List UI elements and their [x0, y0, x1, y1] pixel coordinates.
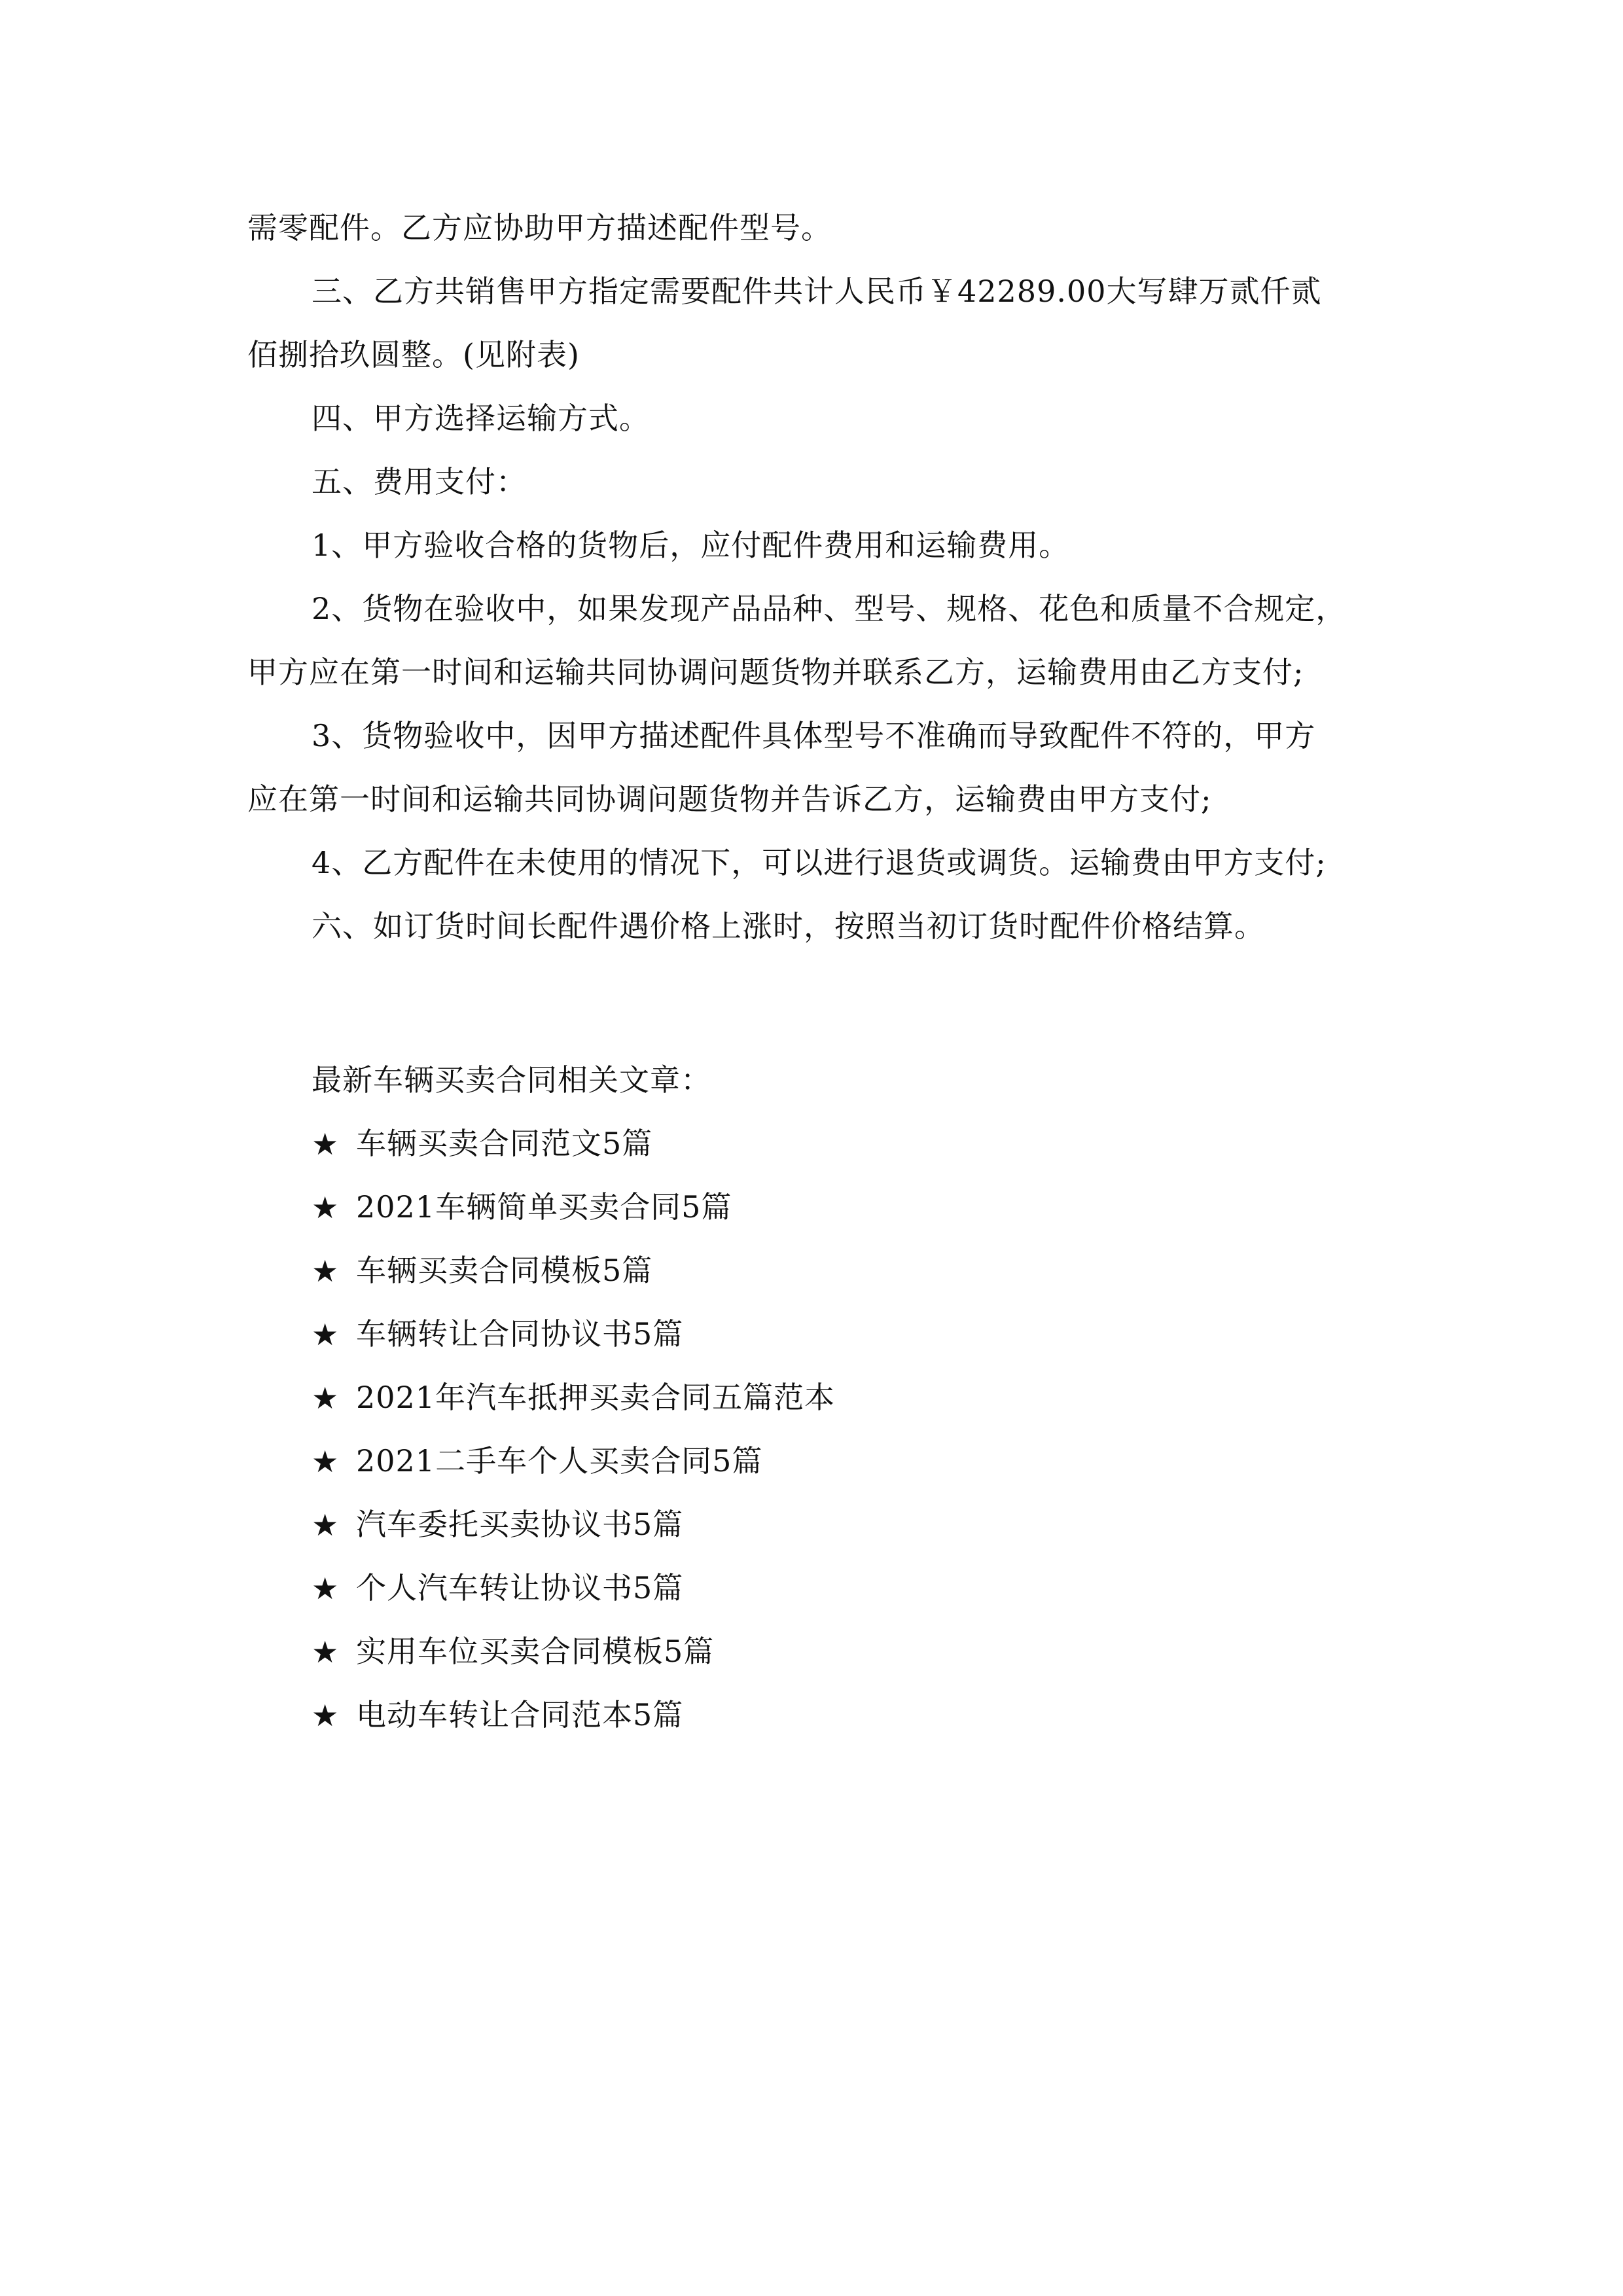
related-articles	[312, 1049, 1359, 1747]
related-article-link[interactable]: 车辆买卖合同模板5篇	[356, 1253, 653, 1288]
related-article-link[interactable]: 车辆买卖合同范文5篇	[356, 1126, 653, 1161]
related-article-link[interactable]: 个人汽车转让协议书5篇	[356, 1570, 684, 1605]
paragraph-line: 五、费用支付：	[312, 464, 527, 499]
paragraph-line: 六、如订货时间长配件遇价格上涨时，按照当初订货时配件价格结算。	[312, 908, 1265, 944]
related-article-item[interactable]	[312, 1366, 1359, 1429]
paragraph-line: 四、甲方选择运输方式。	[312, 401, 650, 436]
star-icon: ★	[312, 1126, 340, 1162]
related-article-item[interactable]	[312, 1493, 1359, 1556]
paragraph-line: 三、乙方共销售甲方指定需要配件共计人民币￥42289.00大写肆万贰仟贰	[312, 274, 1322, 309]
paragraph-line: 4、乙方配件在未使用的情况下，可以进行退货或调货。运输费由甲方支付;	[312, 845, 1327, 880]
related-article-link[interactable]: 电动车转让合同范本5篇	[356, 1697, 684, 1732]
paragraph-line: 甲方应在第一时间和运输共同协调问题货物并联系乙方，运输费用由乙方支付;	[247, 655, 1304, 690]
paragraph-line: 应在第一时间和运输共同协调问题货物并告诉乙方，运输费由甲方支付;	[247, 781, 1212, 817]
related-article-item[interactable]	[312, 1429, 1359, 1493]
star-icon: ★	[312, 1697, 340, 1733]
paragraph-line: 佰捌拾玖圆整。(见附表)	[247, 337, 580, 372]
related-article-item[interactable]	[312, 1556, 1359, 1620]
related-article-item[interactable]	[312, 1239, 1359, 1302]
related-article-link[interactable]: 汽车委托买卖协议书5篇	[356, 1507, 684, 1542]
related-article-item[interactable]	[312, 1620, 1359, 1683]
star-icon: ★	[312, 1253, 340, 1289]
star-icon: ★	[312, 1189, 340, 1225]
related-articles-title: 最新车辆买卖合同相关文章：	[312, 1062, 711, 1098]
related-article-item[interactable]	[312, 1683, 1359, 1747]
paragraph-line: 1、甲方验收合格的货物后，应付配件费用和运输费用。	[312, 528, 1070, 563]
contract-body	[247, 196, 1400, 958]
related-articles-list	[312, 1112, 1359, 1747]
related-article-link[interactable]: 2021二手车个人买卖合同5篇	[356, 1443, 763, 1479]
star-icon: ★	[312, 1507, 340, 1543]
related-article-item[interactable]	[312, 1175, 1359, 1239]
related-article-link[interactable]: 2021年汽车抵押买卖合同五篇范本	[356, 1380, 836, 1415]
related-article-link[interactable]: 车辆转让合同协议书5篇	[356, 1316, 684, 1352]
star-icon: ★	[312, 1380, 340, 1416]
related-article-item[interactable]	[312, 1112, 1359, 1175]
star-icon: ★	[312, 1443, 340, 1479]
related-article-link[interactable]: 2021车辆简单买卖合同5篇	[356, 1189, 732, 1225]
star-icon: ★	[312, 1316, 340, 1352]
paragraph-line: 需零配件。乙方应协助甲方描述配件型号。	[247, 210, 832, 245]
related-article-link[interactable]: 实用车位买卖合同模板5篇	[356, 1634, 715, 1669]
star-icon: ★	[312, 1634, 340, 1670]
paragraph-line: 3、货物验收中，因甲方描述配件具体型号不准确而导致配件不符的，甲方	[312, 718, 1316, 753]
star-icon: ★	[312, 1570, 340, 1606]
related-article-item[interactable]	[312, 1302, 1359, 1366]
paragraph-line: 2、货物在验收中，如果发现产品品种、型号、规格、花色和质量不合规定，	[312, 591, 1347, 626]
